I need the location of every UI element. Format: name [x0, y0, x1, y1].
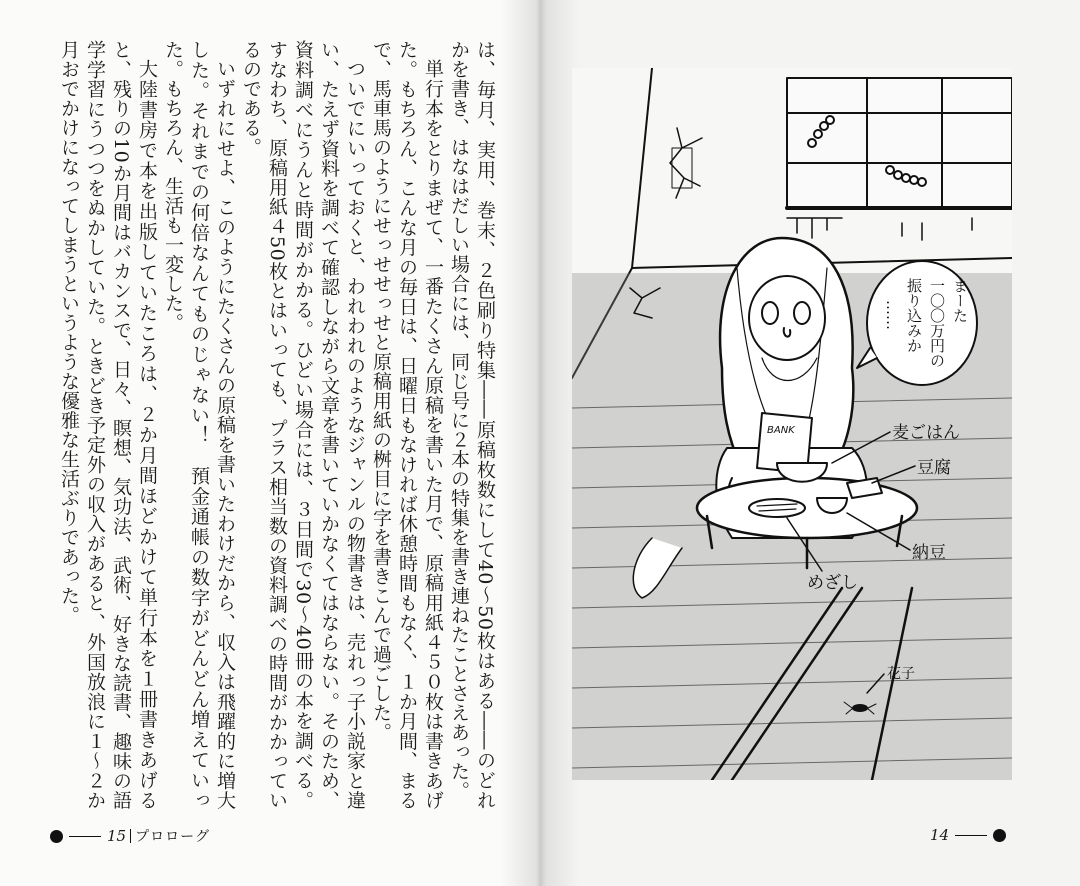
label-mugi-gohan: 麦ごはん: [892, 423, 960, 443]
page-folio: [50, 826, 210, 846]
running-head: プロローグ: [135, 829, 211, 845]
cartoon-illustration: [572, 68, 1012, 780]
folio-dot: [50, 830, 63, 843]
folio-dot: [993, 829, 1006, 842]
window: [787, 78, 1012, 208]
label-mezashi: めざし: [807, 573, 858, 593]
paragraph: は、毎月、実用、巻末、２色刷り特集――原稿枚数にして40～50枚はある――のどれかを書き、はなはだしい場合には、同じ号に２本の特集を書き連ねたことさえあった。: [448, 40, 496, 810]
paragraph: 大陸書房で本を出版していたころは、２か月間ほどかけて単行本を１冊書きあげると、残りの10か月間はバカンスで、日々、瞑想、気功法、武術、好きな読書、趣味の語学学習にうつつをぬかしていた。ときどき予定外の収入があると、外国放浪に１～２か月おでかけになってしまうというような優雅な生活ぶりであった。: [58, 40, 158, 810]
speech-line: まーた: [951, 278, 969, 323]
folio-rule: [69, 836, 101, 837]
label-natto: 納豆: [912, 543, 946, 563]
paragraph: いずれにせよ、このようにたくさんの原稿を書いたわけだから、収入は飛躍的に増大した。それまでの何倍なんてものじゃない！ 預金通帳の数字がどんどん増えていった。もちろん、生活も一変した。: [162, 40, 236, 811]
label-tofu: 豆腐: [917, 458, 951, 478]
page-folio: [930, 826, 1006, 844]
book-gutter: [500, 0, 580, 886]
page-number: 15: [107, 827, 127, 845]
speech-line: ……: [883, 300, 901, 330]
body-text: [38, 40, 498, 810]
speech-line: 振り込みか: [905, 278, 923, 353]
label-hanako: 花子: [887, 666, 915, 682]
paragraph: 単行本をとりまぜて、一番たくさん原稿を書いた月で、原稿用紙４５０枚は書きあげた。もちろん、こんな月の毎日は、日曜日もなければ休憩時間もなく、１か月間、まるで、馬車馬のようにせっせせっせと原稿用紙の桝目に字を書きこんで過ごした。: [370, 40, 444, 810]
paragraph: ついでにいっておくと、われわれのようなジャンルの物書きは、売れっ子小説家と違い、たえず資料を調べて確認しながら文章を書いていかなくてはならない。そのため、資料調べにうんと時間がかかる。ひどい場合には、３日間で30～40冊の本を調べる。すなわち、原稿用紙４50枚とはいっても、プラス相当数の資料調べの時間がかかっているのである。: [240, 40, 366, 810]
bank-label: BANK: [767, 425, 795, 436]
page-number: 14: [930, 826, 950, 844]
speech-line: 一〇〇万円の: [928, 278, 946, 368]
folio-rule: [955, 835, 987, 836]
folio-separator: [130, 829, 131, 843]
